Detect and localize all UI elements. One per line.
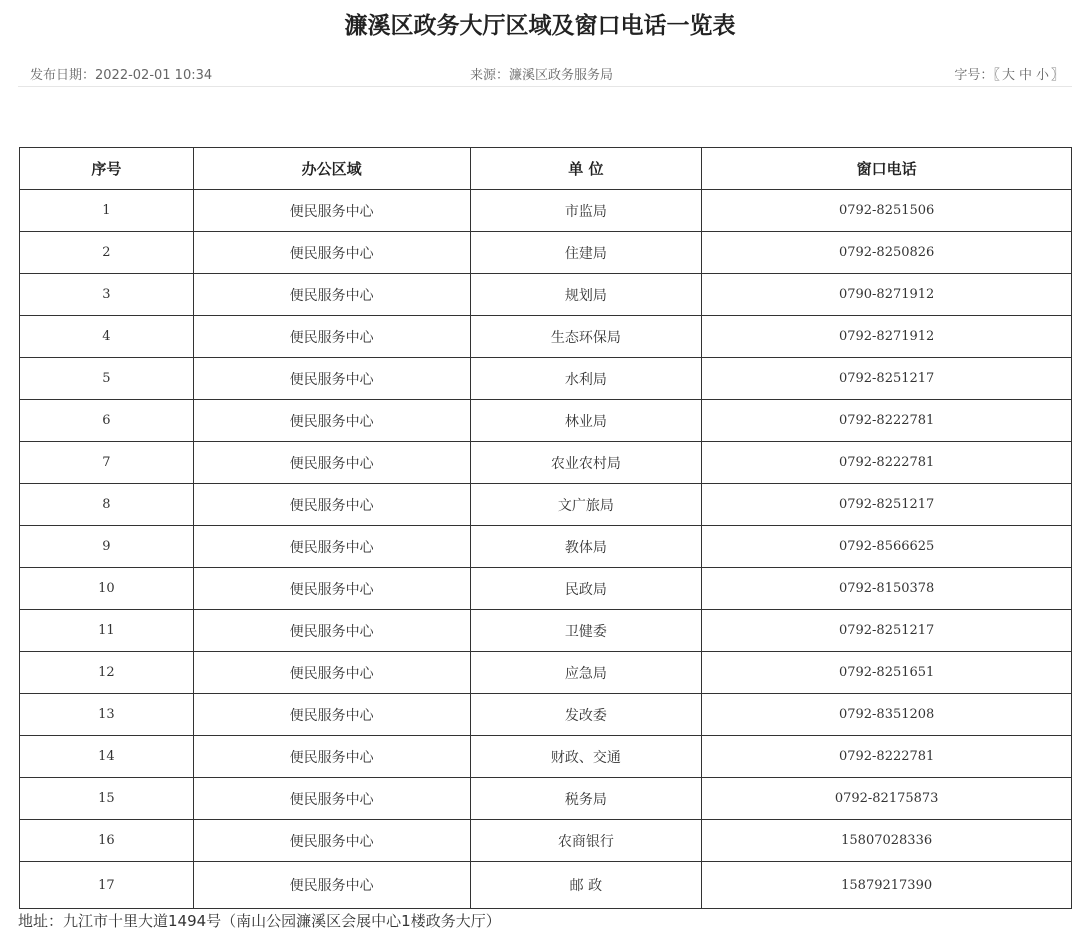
row-office-area: 便民服务中心 xyxy=(193,442,470,484)
row-unit: 林业局 xyxy=(470,400,702,442)
row-phone: 0792-8222781 xyxy=(702,400,1072,442)
row-phone: 0792-8250826 xyxy=(702,232,1072,274)
row-unit: 农商银行 xyxy=(470,820,702,862)
table-row xyxy=(20,274,1072,316)
row-office-area: 便民服务中心 xyxy=(193,568,470,610)
header-unit: 单 位 xyxy=(470,148,702,190)
row-office-area: 便民服务中心 xyxy=(193,484,470,526)
table-row xyxy=(20,778,1072,820)
table-row xyxy=(20,442,1072,484)
table-row xyxy=(20,358,1072,400)
row-unit: 住建局 xyxy=(470,232,702,274)
address-line: 地址：九江市十里大道1494号（南山公园濂溪区会展中心1楼政务大厅） xyxy=(18,912,501,930)
row-unit: 应急局 xyxy=(470,652,702,694)
table-row xyxy=(20,652,1072,694)
row-phone: 0792-8251217 xyxy=(702,610,1072,652)
table-row xyxy=(20,862,1072,909)
font-size-medium-link[interactable]: 中 xyxy=(1018,68,1032,83)
font-size-close-bracket: 〗 xyxy=(1050,68,1064,83)
row-index: 13 xyxy=(20,694,194,736)
table-header-row xyxy=(20,148,1072,190)
row-unit: 规划局 xyxy=(470,274,702,316)
row-unit: 税务局 xyxy=(470,778,702,820)
table-row xyxy=(20,484,1072,526)
row-office-area: 便民服务中心 xyxy=(193,736,470,778)
table-row xyxy=(20,400,1072,442)
row-office-area: 便民服务中心 xyxy=(193,232,470,274)
header-office-area: 办公区域 xyxy=(193,148,470,190)
article-meta-bar xyxy=(18,64,1072,87)
row-office-area: 便民服务中心 xyxy=(193,694,470,736)
row-index: 1 xyxy=(20,190,194,232)
row-phone: 0792-8251217 xyxy=(702,484,1072,526)
row-phone: 15879217390 xyxy=(702,862,1072,909)
font-size-switcher xyxy=(954,64,1064,83)
row-unit: 民政局 xyxy=(470,568,702,610)
row-unit: 卫健委 xyxy=(470,610,702,652)
row-phone: 0792-8351208 xyxy=(702,694,1072,736)
table-row xyxy=(20,526,1072,568)
row-unit: 教体局 xyxy=(470,526,702,568)
row-phone: 0790-8271912 xyxy=(702,274,1072,316)
row-unit: 发改委 xyxy=(470,694,702,736)
font-size-open-bracket: 〖 xyxy=(993,68,1000,83)
row-phone: 0792-8566625 xyxy=(702,526,1072,568)
row-phone: 0792-8251651 xyxy=(702,652,1072,694)
row-office-area: 便民服务中心 xyxy=(193,190,470,232)
row-unit: 市监局 xyxy=(470,190,702,232)
row-office-area: 便民服务中心 xyxy=(193,400,470,442)
table-row xyxy=(20,232,1072,274)
table-row xyxy=(20,694,1072,736)
font-size-label: 字号： xyxy=(954,68,994,83)
source-label: 来源：濂溪区政务服务局 xyxy=(470,68,614,83)
row-index: 9 xyxy=(20,526,194,568)
row-unit: 水利局 xyxy=(470,358,702,400)
font-size-small-link[interactable]: 小 xyxy=(1035,68,1049,83)
header-window-phone: 窗口电话 xyxy=(702,148,1072,190)
row-office-area: 便民服务中心 xyxy=(193,610,470,652)
row-office-area: 便民服务中心 xyxy=(193,820,470,862)
row-office-area: 便民服务中心 xyxy=(193,526,470,568)
row-unit: 生态环保局 xyxy=(470,316,702,358)
row-index: 3 xyxy=(20,274,194,316)
font-size-large-link[interactable]: 大 xyxy=(1001,68,1015,83)
header-index: 序号 xyxy=(20,148,194,190)
table-row xyxy=(20,736,1072,778)
row-index: 4 xyxy=(20,316,194,358)
publish-date: 发布日期：2022-02-01 10:34 xyxy=(30,68,213,83)
row-phone: 0792-8150378 xyxy=(702,568,1072,610)
row-unit: 文广旅局 xyxy=(470,484,702,526)
table-row xyxy=(20,190,1072,232)
table-row xyxy=(20,568,1072,610)
window-phone-table xyxy=(19,147,1072,909)
row-index: 5 xyxy=(20,358,194,400)
row-phone: 15807028336 xyxy=(702,820,1072,862)
row-unit: 农业农村局 xyxy=(470,442,702,484)
row-office-area: 便民服务中心 xyxy=(193,778,470,820)
row-index: 7 xyxy=(20,442,194,484)
row-index: 2 xyxy=(20,232,194,274)
row-office-area: 便民服务中心 xyxy=(193,862,470,909)
row-phone: 0792-8251217 xyxy=(702,358,1072,400)
row-unit: 邮 政 xyxy=(470,862,702,909)
row-index: 12 xyxy=(20,652,194,694)
row-phone: 0792-82175873 xyxy=(702,778,1072,820)
row-index: 11 xyxy=(20,610,194,652)
row-index: 10 xyxy=(20,568,194,610)
row-office-area: 便民服务中心 xyxy=(193,274,470,316)
row-phone: 0792-8222781 xyxy=(702,442,1072,484)
row-index: 6 xyxy=(20,400,194,442)
page-title: 濂溪区政务大厅区域及窗口电话一览表 xyxy=(344,13,736,39)
row-office-area: 便民服务中心 xyxy=(193,316,470,358)
row-index: 15 xyxy=(20,778,194,820)
row-unit: 财政、交通 xyxy=(470,736,702,778)
row-office-area: 便民服务中心 xyxy=(193,652,470,694)
table-row xyxy=(20,610,1072,652)
table-row xyxy=(20,820,1072,862)
row-index: 16 xyxy=(20,820,194,862)
row-phone: 0792-8271912 xyxy=(702,316,1072,358)
row-index: 8 xyxy=(20,484,194,526)
row-index: 17 xyxy=(20,862,194,909)
row-phone: 0792-8251506 xyxy=(702,190,1072,232)
row-office-area: 便民服务中心 xyxy=(193,358,470,400)
row-index: 14 xyxy=(20,736,194,778)
table-row xyxy=(20,316,1072,358)
row-phone: 0792-8222781 xyxy=(702,736,1072,778)
